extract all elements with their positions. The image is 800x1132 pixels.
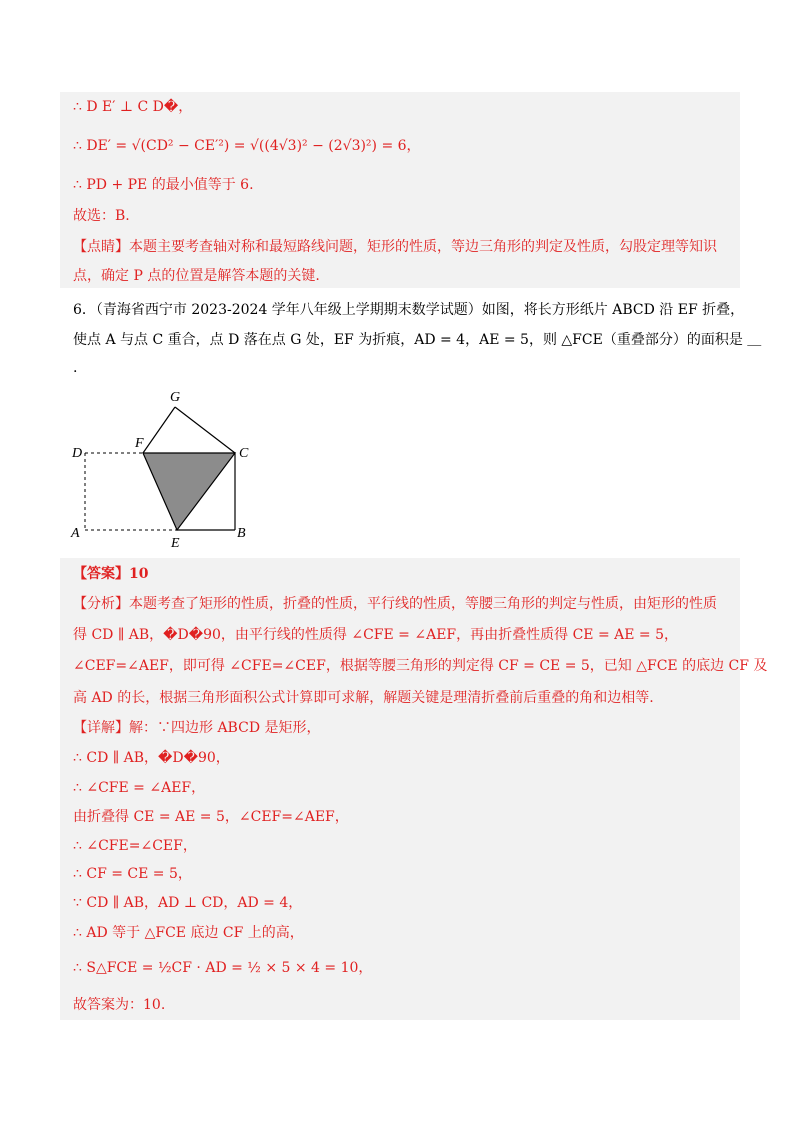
detail-line-7: ∵ CD ∥ AB，AD ⊥ CD，AD = 4， bbox=[73, 895, 303, 911]
folding-figure bbox=[65, 385, 265, 555]
prev-line-minimum: ∴ PD + PE 的最小值等于 6. bbox=[73, 177, 254, 193]
edge-fg bbox=[143, 407, 175, 453]
detail-line-10: 故答案为：10. bbox=[73, 997, 166, 1013]
question-line-3: . bbox=[73, 360, 78, 376]
prev-line-perpendicular: ∴ D E′ ⊥ C D�， bbox=[73, 99, 193, 115]
label-a: A bbox=[71, 526, 80, 541]
detail-line-9: ∴ S△FCE = ½CF · AD = ½ × 5 × 4 = 10， bbox=[73, 960, 373, 976]
overlap-triangle-fce bbox=[143, 453, 235, 530]
detail-line-5: ∴ ∠CFE=∠CEF， bbox=[73, 838, 197, 854]
label-d: D bbox=[72, 446, 83, 461]
prev-comment-line-2: 点，确定 P 点的位置是解答本题的关键. bbox=[73, 268, 320, 284]
label-b: B bbox=[237, 526, 246, 541]
detail-line-2: ∴ CD ∥ AB，�D�90， bbox=[73, 750, 230, 766]
analysis-line-3: ∠CEF=∠AEF，即可得 ∠CFE=∠CEF，根据等腰三角形的判定得 CF = CE = 5，已知 △FCE 的底边 CF 及 bbox=[73, 658, 768, 674]
label-c: C bbox=[239, 446, 249, 461]
prev-line-choice: 故选：B. bbox=[73, 208, 130, 224]
prev-line-pythagoras: ∴ DE′ = √(CD² − CE′²) = √((4√3)² − (2√3)²) = 6， bbox=[73, 138, 421, 154]
detail-line-8: ∴ AD 等于 △FCE 底边 CF 上的高， bbox=[73, 925, 304, 941]
analysis-line-4: 高 AD 的长，根据三角形面积公式计算即可求解，解题关键是理清折叠前后重叠的角和边相等. bbox=[73, 690, 654, 706]
answer-line: 【答案】10 bbox=[73, 566, 149, 582]
analysis-line-2: 得 CD ∥ AB，�D�90，由平行线的性质得 ∠CFE = ∠AEF，再由折叠性质得 CE = AE = 5， bbox=[73, 627, 679, 643]
detail-line-3: ∴ ∠CFE = ∠AEF， bbox=[73, 780, 206, 796]
prev-comment-line-1: 【点睛】本题主要考查轴对称和最短路线问题，矩形的性质，等边三角形的判定及性质，勾股定理等知识 bbox=[73, 239, 717, 255]
detail-line-4: 由折叠得 CE = AE = 5，∠CEF=∠AEF， bbox=[73, 809, 349, 825]
label-f: F bbox=[135, 436, 144, 451]
detail-line-1: 【详解】解：∵四边形 ABCD 是矩形， bbox=[73, 720, 321, 736]
edge-gc bbox=[175, 407, 235, 453]
label-e: E bbox=[171, 536, 180, 551]
question-line-1: 6．（青海省西宁市 2023-2024 学年八年级上学期期末数学试题）如图，将长方形纸片 ABCD 沿 EF 折叠， bbox=[73, 302, 745, 318]
analysis-line-1: 【分析】本题考查了矩形的性质，折叠的性质，平行线的性质，等腰三角形的判定与性质，由矩形的性质 bbox=[73, 596, 717, 612]
detail-line-6: ∴ CF = CE = 5， bbox=[73, 866, 192, 882]
label-g: G bbox=[170, 390, 181, 405]
question-line-2: 使点 A 与点 C 重合，点 D 落在点 G 处，EF 为折痕，AD = 4，AE = 5，则 △FCE（重叠部分）的面积是 ＿ bbox=[73, 332, 762, 348]
